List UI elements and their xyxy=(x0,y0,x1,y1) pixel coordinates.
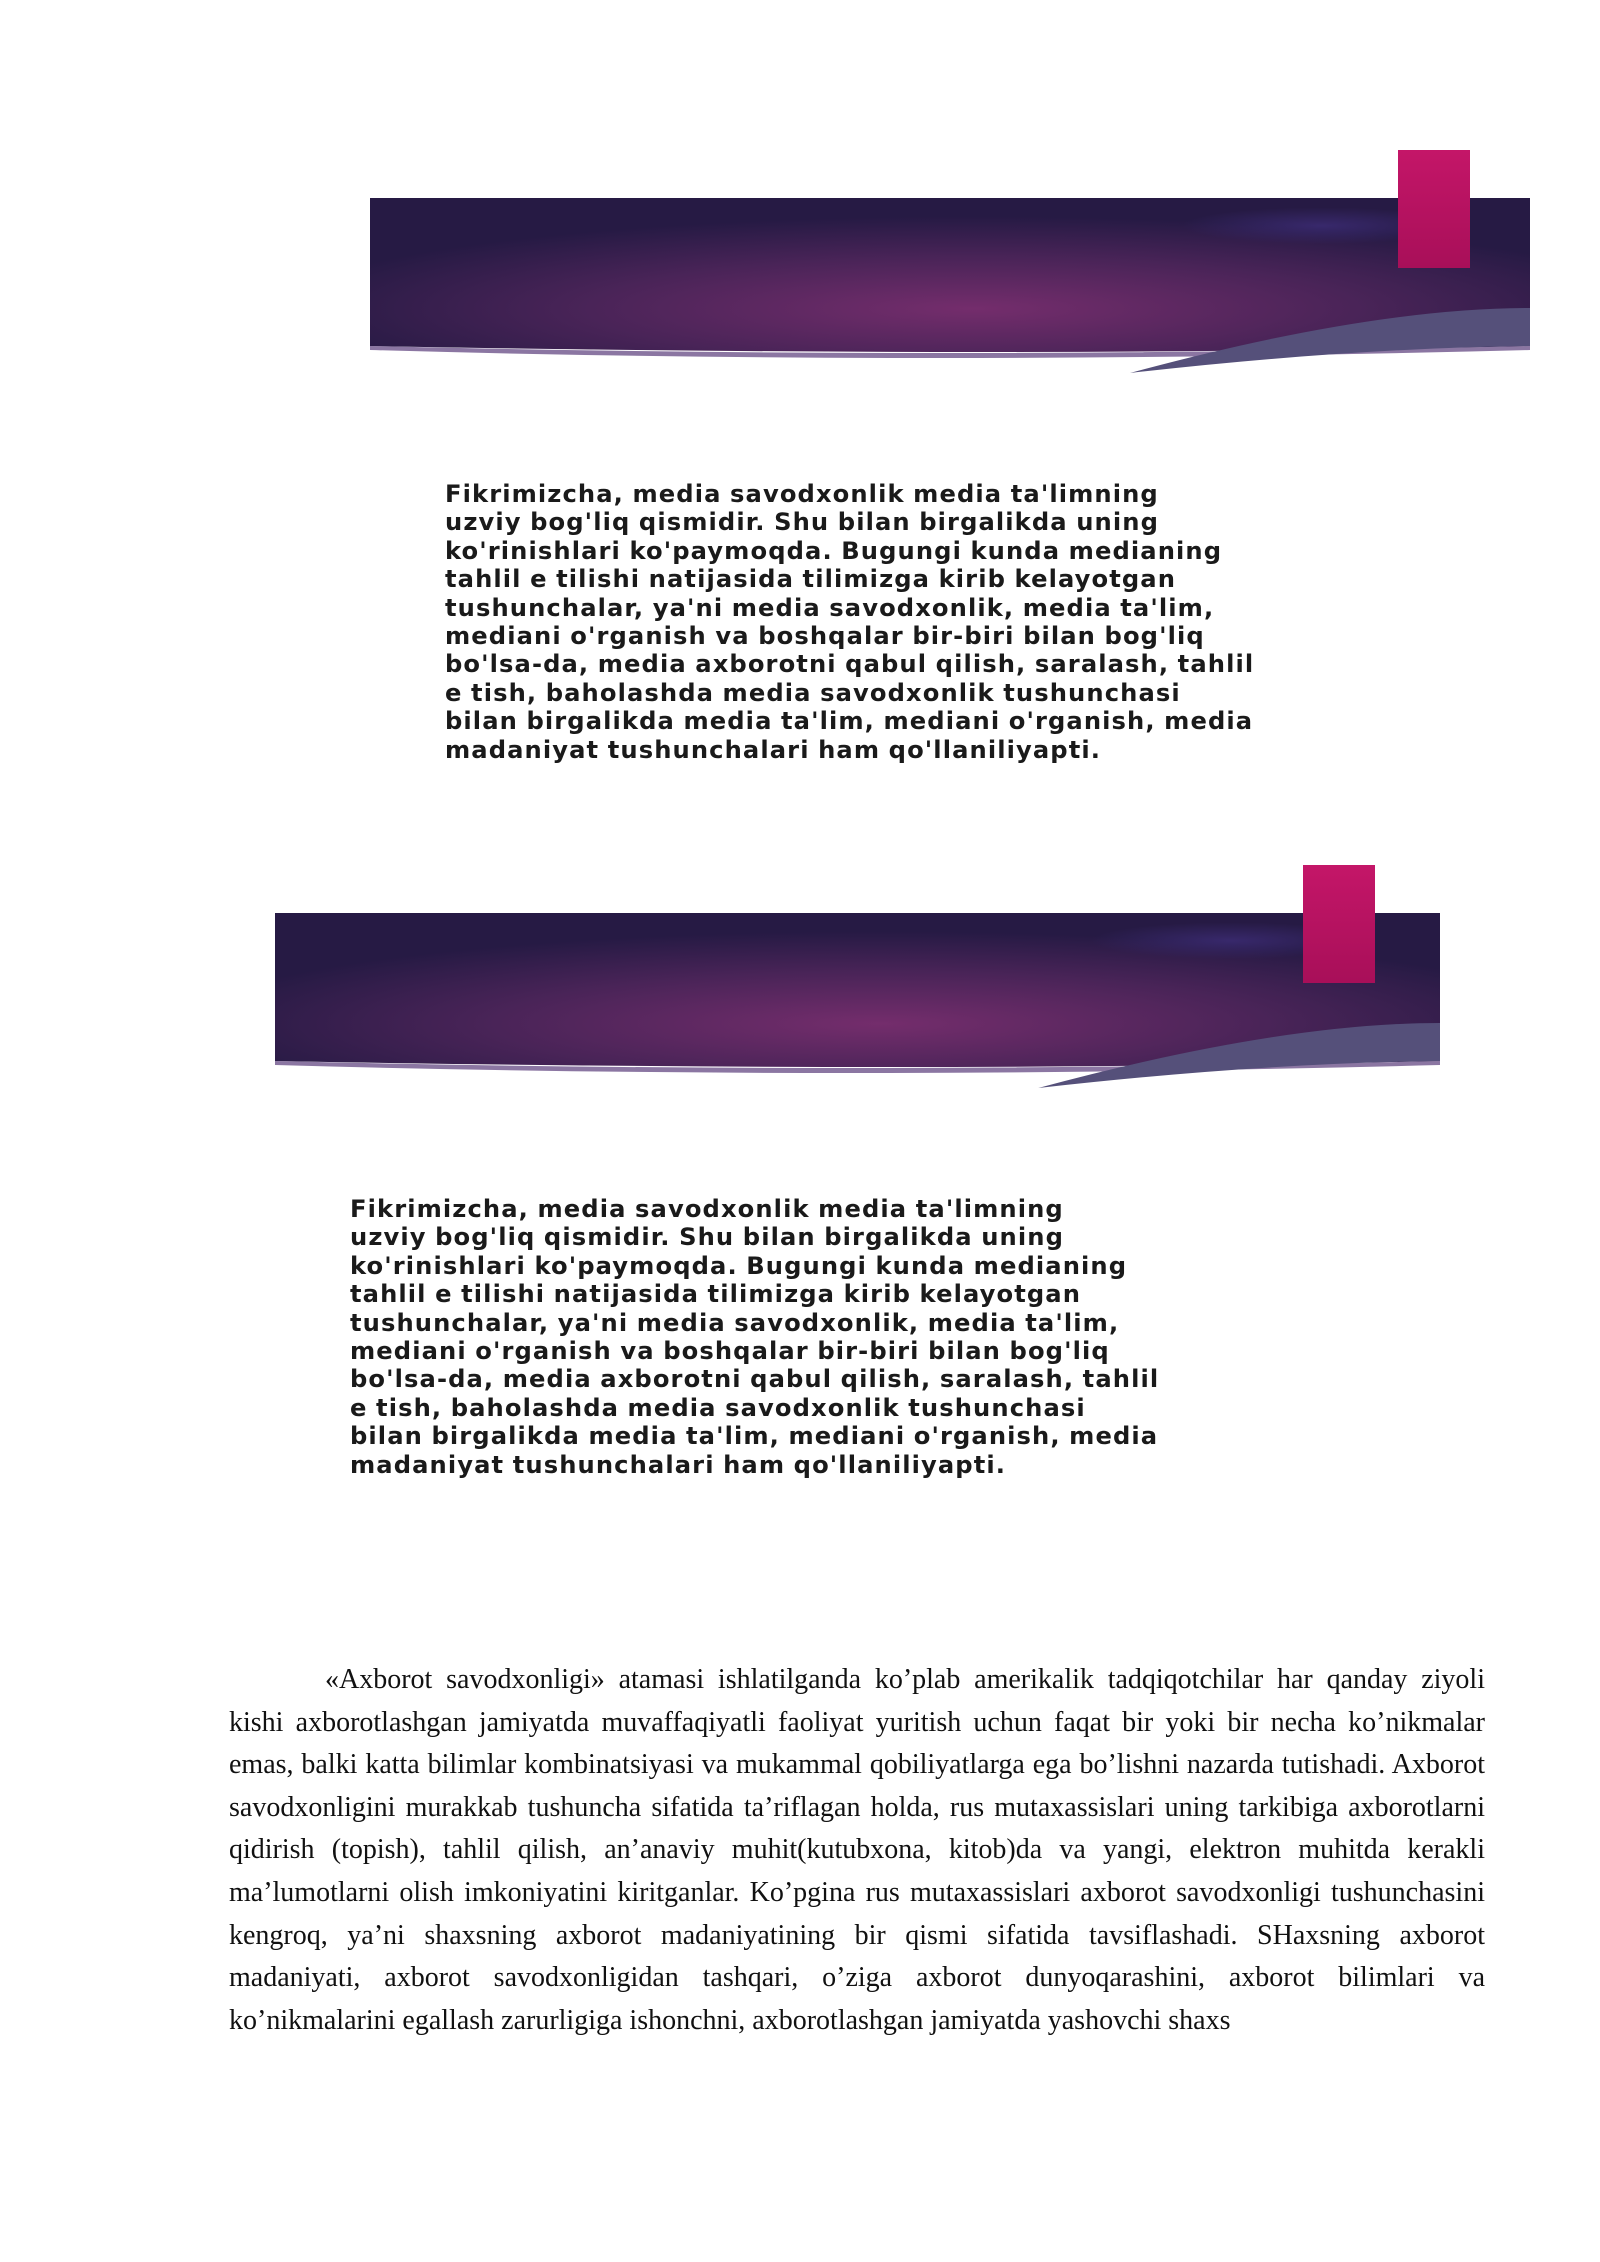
slide-banner xyxy=(275,913,1440,1163)
body-text xyxy=(229,1659,1485,2042)
body-paragraph: «Axborot savodxonligi» atamasi ishlatilganda ko’plab amerikalik tadqiqotchilar har qanday ziyoli kishi axborotlashgan jamiyatda muvaffaqiyatli faoliyat yuritish uchun faqat bir yoki bir necha ko’nikmalar emas, balki katta bilimlar kombinatsiyasi va mukammal qobiliyatlarga ega bo’lishni nazarda tutishadi. Axborot savodxonligini murakkab tushuncha sifatida ta’riflagan holda, rus mutaxassislari uning tarkibiga axborotlarni qidirish (topish), tahlil qilish, an’anaviy muhit(kutubxona, kitob)da va yangi, elektron muhitda kerakli ma’lumotlarni olish imkoniyatini kiritganlar. Ko’pgina rus mutaxassislari axborot savodxonligi tushunchasini kengroq, ya’ni shaxsning axborot madaniyatining bir qismi sifatida tavsiflashadi. SHaxsning axborot madaniyati, axborot savodxonligidan tashqari, o’ziga axborot dunyoqarashini, axborot bilimlari va ko’nikmalarini egallash zarurligiga ishonchni, axborotlashgan jamiyatda yashovchi shaxs xyxy=(229,1664,1485,2036)
slide-text-line: bo'lsa-da, media axborotni qabul qilish, saralash, tahlil xyxy=(350,1365,1160,1394)
slide-text-line: ko'rinishlari ko'paymoqda. Bugungi kunda medianing xyxy=(445,536,1223,565)
slide-text-line: bilan birgalikda media ta'lim, mediani o'rganish, media xyxy=(350,1422,1159,1451)
slide-text-line: Fikrimizcha, media savodxonlik media ta'limning xyxy=(350,1195,1064,1223)
slide-banner xyxy=(370,198,1530,448)
slide-text-line: bilan birgalikda media ta'lim, mediani o'rganish, media xyxy=(445,707,1254,736)
banner-shape xyxy=(275,913,1440,1163)
slide-image-2 xyxy=(275,865,1440,1505)
slide-text-line: e tish, baholashda media savodxonlik tushunchasi xyxy=(350,1393,1086,1422)
slide-text-line: bo'lsa-da, media axborotni qabul qilish, saralash, tahlil xyxy=(445,650,1255,679)
slide-text-line: tushunchalar, ya'ni media savodxonlik, media ta'lim, xyxy=(445,593,1215,622)
slide-text-line: e tish, baholashda media savodxonlik tushunchasi xyxy=(445,678,1181,707)
banner-shape xyxy=(370,198,1530,448)
slide-text-line: madaniyat tushunchalari ham qo'llaniliyapti. xyxy=(350,1450,1007,1479)
slide-image-1 xyxy=(370,150,1530,790)
slide-tag xyxy=(1398,150,1470,268)
slide-text-line: mediani o'rganish va boshqalar bir-biri bilan bog'liq xyxy=(350,1337,1110,1366)
slide-text-line: tahlil e tilishi natijasida tilimizga kirib kelayotgan xyxy=(445,565,1177,594)
slide-text xyxy=(445,480,1535,764)
slide-tag xyxy=(1303,865,1375,983)
slide-text xyxy=(350,1195,1445,1479)
slide-text-line: uzviy bog'liq qismidir. Shu bilan birgalikda uning xyxy=(350,1223,1064,1252)
slide-text-line: ko'rinishlari ko'paymoqda. Bugungi kunda medianing xyxy=(350,1251,1128,1280)
slide-text-line: uzviy bog'liq qismidir. Shu bilan birgalikda uning xyxy=(445,508,1159,537)
slide-text-line: madaniyat tushunchalari ham qo'llaniliyapti. xyxy=(445,735,1102,764)
slide-text-line: tushunchalar, ya'ni media savodxonlik, media ta'lim, xyxy=(350,1308,1120,1337)
slide-text-line: tahlil e tilishi natijasida tilimizga kirib kelayotgan xyxy=(350,1280,1082,1309)
slide-text-line: mediani o'rganish va boshqalar bir-biri bilan bog'liq xyxy=(445,622,1205,651)
slide-text-line: Fikrimizcha, media savodxonlik media ta'limning xyxy=(445,480,1159,508)
